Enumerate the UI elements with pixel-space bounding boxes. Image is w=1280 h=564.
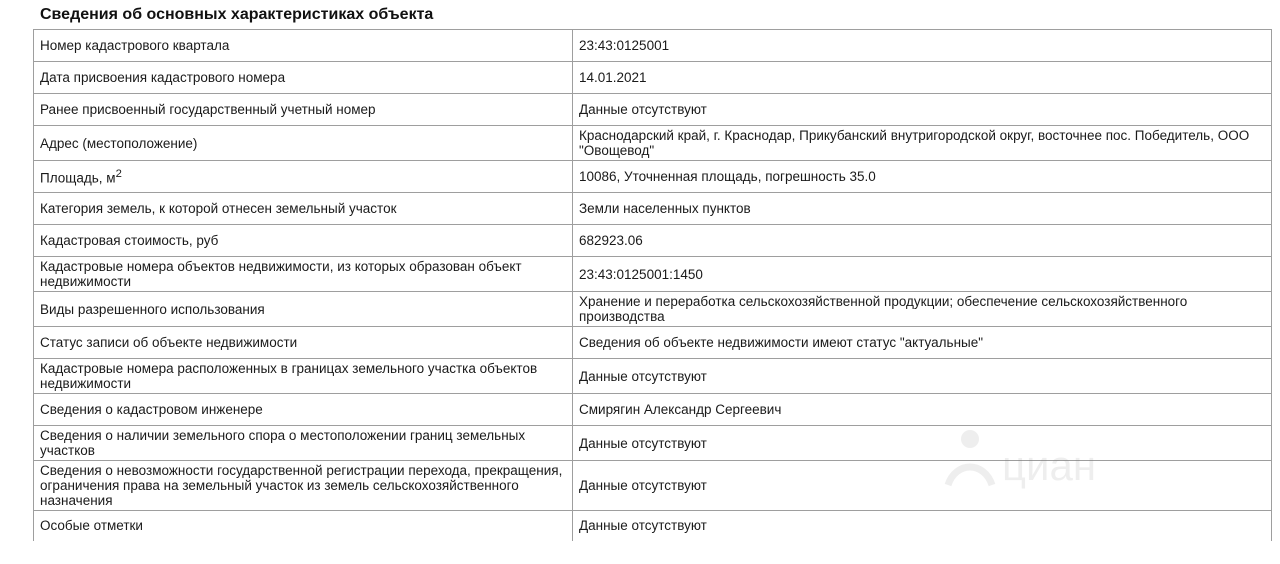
row-value: 682923.06: [573, 225, 1272, 257]
table-row: [34, 327, 1272, 359]
area-unit-superscript: 2: [115, 168, 122, 181]
table-row: [34, 126, 1272, 161]
row-value: 23:43:0125001: [573, 30, 1272, 62]
row-value: 23:43:0125001:1450: [573, 257, 1272, 292]
table-row: [34, 394, 1272, 426]
row-value: Сведения об объекте недвижимости имеют статус "актуальные": [573, 327, 1272, 359]
table-row: [34, 426, 1272, 461]
row-value: Данные отсутствуют: [573, 511, 1272, 541]
table-row: [34, 511, 1272, 541]
row-label: Виды разрешенного использования: [34, 292, 573, 327]
section-title: Сведения об основных характеристиках объекта: [40, 6, 434, 23]
area-label-text: Площадь, м: [40, 170, 116, 186]
row-label: Категория земель, к которой отнесен земельный участок: [34, 193, 573, 225]
row-label: Сведения о кадастровом инженере: [34, 394, 573, 426]
row-value: Данные отсутствуют: [573, 461, 1272, 511]
row-value: Краснодарский край, г. Краснодар, Прикубанский внутригородской округ, восточнее пос. Победитель, ООО "Овощевод": [573, 126, 1272, 161]
table-row: [34, 257, 1272, 292]
row-label: Номер кадастрового квартала: [34, 30, 573, 62]
row-label: Сведения о наличии земельного спора о местоположении границ земельных участков: [34, 426, 573, 461]
row-label: Адрес (местоположение): [34, 126, 573, 161]
row-label: Дата присвоения кадастрового номера: [34, 62, 573, 94]
row-label: Ранее присвоенный государственный учетный номер: [34, 94, 573, 126]
row-label: Кадастровые номера расположенных в границах земельного участка объектов недвижимости: [34, 359, 573, 394]
row-value: 14.01.2021: [573, 62, 1272, 94]
table-row: [34, 94, 1272, 126]
row-value: Земли населенных пунктов: [573, 193, 1272, 225]
table-row: [34, 461, 1272, 511]
characteristics-table: [33, 29, 1272, 541]
row-value: Данные отсутствуют: [573, 426, 1272, 461]
table-row: [34, 30, 1272, 62]
row-label: Сведения о невозможности государственной регистрации перехода, прекращения, ограничения права на земельный участок из земель сельскохозяйственного назначения: [34, 461, 573, 511]
row-value: Данные отсутствуют: [573, 94, 1272, 126]
row-label: Кадастровые номера объектов недвижимости, из которых образован объект недвижимости: [34, 257, 573, 292]
row-value: Смирягин Александр Сергеевич: [573, 394, 1272, 426]
table-row: [34, 193, 1272, 225]
row-label: Особые отметки: [34, 511, 573, 541]
row-value: Хранение и переработка сельскохозяйственной продукции; обеспечение сельскохозяйственного производства: [573, 292, 1272, 327]
watermark-text: циан: [1002, 442, 1097, 489]
table-row: [34, 359, 1272, 394]
row-value: Данные отсутствуют: [573, 359, 1272, 394]
row-label: Статус записи об объекте недвижимости: [34, 327, 573, 359]
row-value: 10086, Уточненная площадь, погрешность 35.0: [573, 161, 1272, 193]
row-label: Кадастровая стоимость, руб: [34, 225, 573, 257]
row-label: [34, 161, 573, 193]
table-row: [34, 62, 1272, 94]
table-row: [34, 225, 1272, 257]
table-row: [34, 161, 1272, 193]
table-row: [34, 292, 1272, 327]
